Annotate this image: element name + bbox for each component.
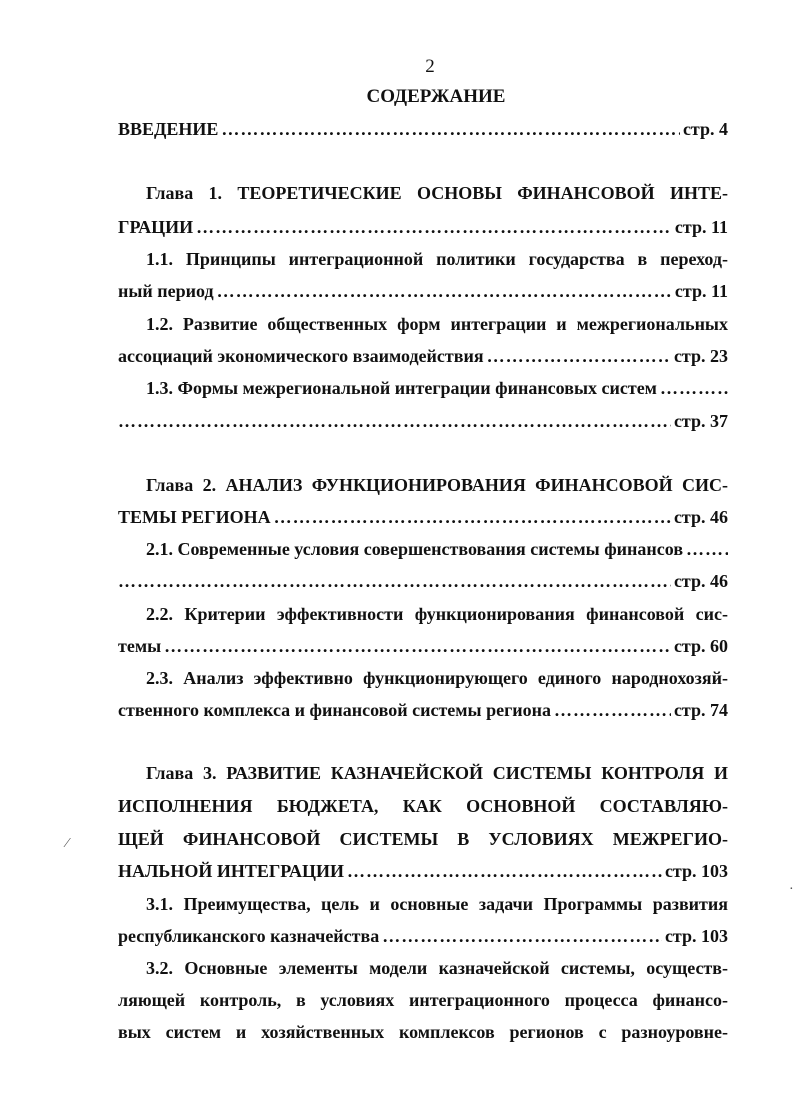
toc-page-ref: стр. 23 xyxy=(673,346,728,366)
dot-leader xyxy=(347,860,662,882)
toc-entry-label: НАЛЬНОЙ ИНТЕГРАЦИИ xyxy=(118,861,344,881)
toc-chapter-2-line-2[interactable] xyxy=(118,506,728,528)
dot-leader xyxy=(274,506,671,528)
toc-page-ref: стр. 46 xyxy=(673,571,728,591)
scan-speck-mark: · xyxy=(789,882,794,897)
toc-entry-label: ГРАЦИИ xyxy=(118,217,194,237)
toc-section-2-2-line-2[interactable] xyxy=(118,635,728,657)
toc-chapter-2-line-1[interactable]: Глава 2. АНАЛИЗ ФУНКЦИОНИРОВАНИЯ ФИНАНСОВОЙ СИС- xyxy=(146,475,728,495)
toc-section-2-2-line-1[interactable]: 2.2. Критерии эффективности функционирования финансовой сис- xyxy=(146,604,728,624)
toc-section-1-1-line-2[interactable] xyxy=(118,280,728,302)
page-number: 2 xyxy=(425,56,435,77)
toc-page-ref: стр. 74 xyxy=(673,700,728,720)
toc-entry-label: ный период xyxy=(118,281,214,301)
toc-entry-label: темы xyxy=(118,636,162,656)
toc-section-1-1-line-1[interactable]: 1.1. Принципы интеграционной политики государства в переход- xyxy=(146,249,728,269)
dot-leader xyxy=(487,345,671,367)
toc-section-3-2-line-2[interactable]: ляющей контроль, в условиях интеграционного процесса финансо- xyxy=(118,990,728,1010)
toc-page-ref: стр. 103 xyxy=(664,861,728,881)
toc-entry-intro[interactable] xyxy=(118,118,728,140)
toc-section-2-1-line-1[interactable] xyxy=(146,538,728,560)
dot-leader xyxy=(118,410,671,432)
dot-leader xyxy=(660,377,728,399)
toc-page-ref: стр. 11 xyxy=(674,217,728,237)
toc-section-3-1-line-1[interactable]: 3.1. Преимущества, цель и основные задачи Программы развития xyxy=(146,894,728,914)
toc-section-1-3-line-1[interactable] xyxy=(146,377,728,399)
toc-chapter-3-line-3[interactable]: ЩЕЙ ФИНАНСОВОЙ СИСТЕМЫ В УСЛОВИЯХ МЕЖРЕГИО- xyxy=(118,829,728,849)
toc-chapter-1-line-1[interactable]: Глава 1. ТЕОРЕТИЧЕСКИЕ ОСНОВЫ ФИНАНСОВОЙ ИНТЕ- xyxy=(146,183,728,203)
dot-leader xyxy=(196,216,672,238)
toc-chapter-3-line-4[interactable] xyxy=(118,860,728,882)
dot-leader xyxy=(382,925,662,947)
toc-section-1-3-line-2[interactable] xyxy=(118,410,728,432)
toc-page-ref: стр. 37 xyxy=(673,411,728,431)
toc-entry-label: ТЕМЫ РЕГИОНА xyxy=(118,507,271,527)
dot-leader xyxy=(686,538,728,560)
toc-entry-label: 2.1. Современные условия совершенствования системы финансов xyxy=(146,539,684,559)
toc-entry-label: ассоциаций экономического взаимодействия xyxy=(118,346,484,366)
toc-section-2-1-line-2[interactable] xyxy=(118,570,728,592)
toc-title: СОДЕРЖАНИЕ xyxy=(366,86,506,107)
toc-section-1-2-line-1[interactable]: 1.2. Развитие общественных форм интеграции и межрегиональных xyxy=(146,314,728,334)
scan-speck-mark: ⁄ xyxy=(66,836,69,851)
toc-page-ref: стр. 103 xyxy=(664,926,728,946)
toc-page-ref: стр. 11 xyxy=(674,281,728,301)
toc-section-2-3-line-2[interactable] xyxy=(118,699,728,721)
toc-section-3-1-line-2[interactable] xyxy=(118,925,728,947)
dot-leader xyxy=(164,635,671,657)
toc-chapter-1-line-2[interactable] xyxy=(118,216,728,238)
dot-leader xyxy=(118,570,671,592)
toc-entry-label: республиканского казначейства xyxy=(118,926,380,946)
toc-chapter-3-line-1[interactable]: Глава 3. РАЗВИТИЕ КАЗНАЧЕЙСКОЙ СИСТЕМЫ КОНТРОЛЯ И xyxy=(146,763,728,783)
toc-section-3-2-line-1[interactable]: 3.2. Основные элементы модели казначейской системы, осуществ- xyxy=(146,958,728,978)
toc-page-ref: стр. 46 xyxy=(673,507,728,527)
toc-entry-label: 1.3. Формы межрегиональной интеграции финансовых систем xyxy=(146,378,657,398)
toc-chapter-3-line-2[interactable]: ИСПОЛНЕНИЯ БЮДЖЕТА, КАК ОСНОВНОЙ СОСТАВЛЯЮ- xyxy=(118,796,728,816)
toc-entry-label: ственного комплекса и финансовой системы региона xyxy=(118,700,552,720)
toc-section-3-2-line-3: вых систем и хозяйственных комплексов регионов с разноуровне- xyxy=(118,1022,728,1042)
dot-leader xyxy=(221,118,680,140)
dot-leader xyxy=(217,280,672,302)
toc-page-ref: стр. 4 xyxy=(682,119,728,139)
toc-section-1-2-line-2[interactable] xyxy=(118,345,728,367)
dot-leader xyxy=(554,699,671,721)
toc-entry-label: ВВЕДЕНИЕ xyxy=(118,119,219,139)
toc-page-ref: стр. 60 xyxy=(673,636,728,656)
toc-section-2-3-line-1[interactable]: 2.3. Анализ эффективно функционирующего единого народнохозяй- xyxy=(146,668,728,688)
